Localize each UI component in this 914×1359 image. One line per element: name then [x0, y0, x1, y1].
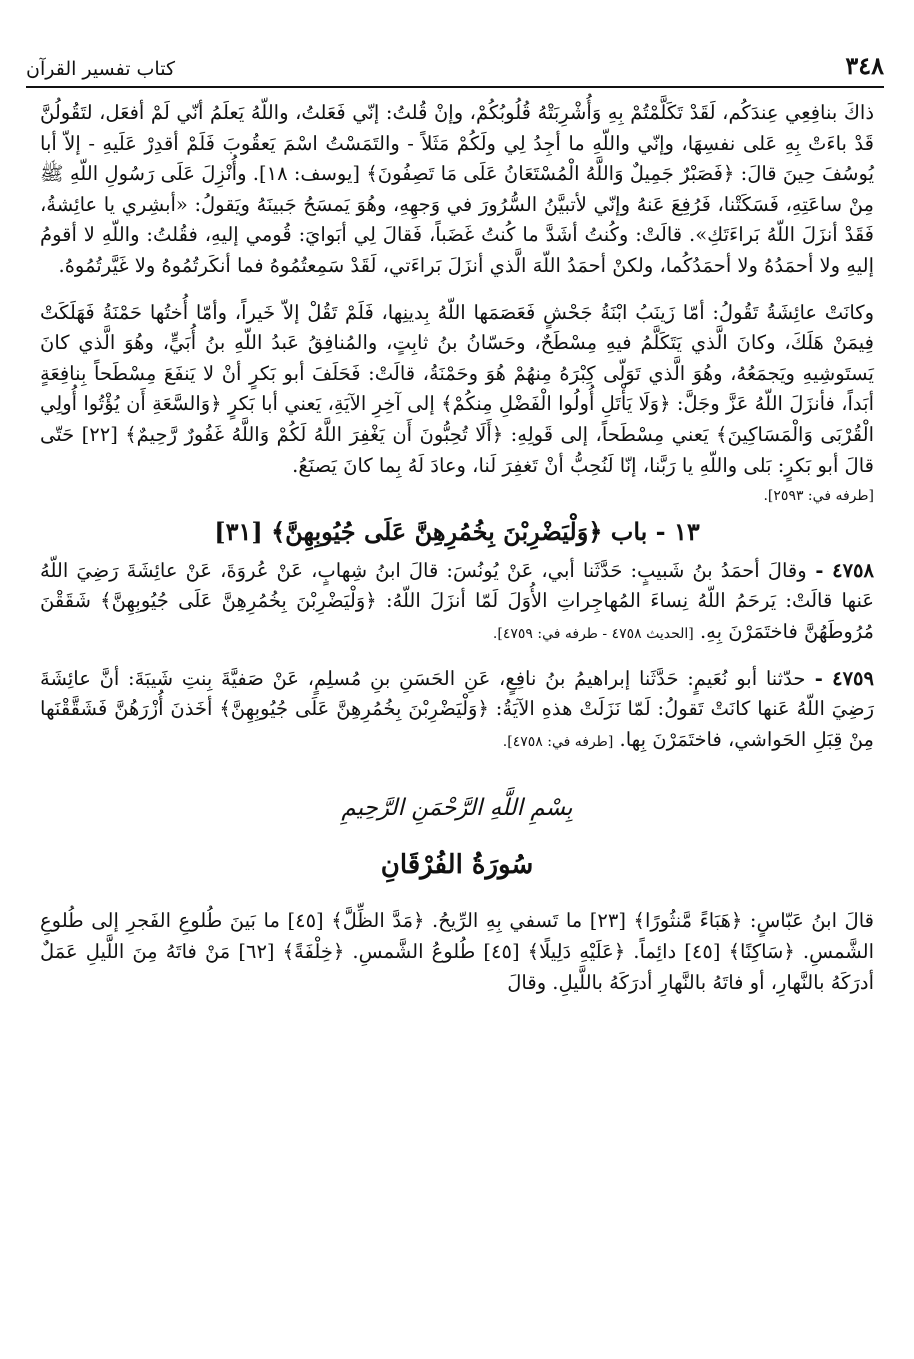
paragraph-gap [40, 652, 874, 664]
hadith-4759 [40, 664, 874, 756]
hadith-text: وقالَ أحمَدُ بنُ شَبيبٍ: حَدَّثَنا أبي، عَنْ يُونُسَ: قالَ ابنُ شِهابٍ، عَنْ عُروَةَ، عَنْ عائِشَةَ رَضِيَ اللّهُ عَنها قالَتْ: يَرحَمُ اللّهُ نِساءَ المُهاجِراتِ الأُوَلَ لَمّا أنزَلَ اللّهُ: ﴿وَلْيَضْرِبْنَ بِخُمُرِهِنَّ عَلَى جُيُوبِهِنَّ﴾ شَقَقْنَ مُرُوطَهُنَّ فاختَمَرْنَ بِهِ. [40, 558, 874, 643]
hadith-4758 [40, 556, 874, 648]
book-title: كتاب تفسير القرآن [26, 58, 175, 80]
surah-title: سُورَةُ الفُرْقَانِ [380, 849, 534, 880]
paragraph-text: وكانَتْ عائِشَةُ تَقُولُ: أمّا زَينَبُ ابْنَةُ جَحْشٍ فَعَصَمَها اللّهُ بِدينِها، فَلَمْ تَقُلْ إلاّ خَيراً، وأمّا أُختُها حَمْنَةُ فَهَلَكَتْ فِيمَنْ هَلَكَ، وكانَ الَّذي يَتَكَلَّمُ فيهِ مِسْطَحٌ، وحَسّانُ بنُ ثابِتٍ، والمُنافِقُ عَبدُ اللّهِ بنُ أُبَيٍّ، وهُوَ الَّذي كانَ يَستَوشِيهِ ويَجمَعُهُ، وهُوَ الَّذي تَوَلّى كِبْرَهُ مِنهُمْ هُوَ وحَمْنَةُ، قالَتْ: فَحَلَفَ أبو بَكرٍ أنْ لا يَنفَعَ مِسْطَحاً بِنافِعَةٍ أبَداً، فأنزَلَ اللّهُ عَزَّ وجَلَّ: ﴿وَلَا يَأْتَلِ أُولُوا الْفَضْلِ مِنكُمْ﴾ إلى آخِرِ الآيَةِ، يَعني أبا بَكرٍ ﴿وَالسَّعَةِ أَن يُؤْتُوا أُولِي الْقُرْبَى وَالْمَسَاكِينَ﴾ يَعني مِسْطَحاً، إلى قَولِهِ: ﴿أَلَا تُحِبُّونَ أَن يَغْفِرَ اللَّهُ لَكُمْ وَاللَّهُ غَفُورٌ رَّحِيمٌ﴾ [٢٢] حَتّى قالَ أبو بَكرٍ: بَلى واللّهِ يا رَبَّنا، إنّا لَنُحِبُّ أنْ تَغفِرَ لَنا، وعادَ لَهُ بِما كانَ يَصنَعُ. [40, 300, 874, 477]
cross-reference: [طرفه في: ٤٧٥٨]. [502, 733, 614, 750]
hadith-number: ٤٧٥٨ - [806, 558, 874, 582]
paragraph-gap [40, 286, 874, 298]
hadith-text: حدّثنا أبو نُعَيمٍ: حَدَّثَنا إبراهيمُ بنُ نافِعٍ، عَنِ الحَسَنِ بنِ مُسلِمٍ، عَنْ صَفيَّةَ بِنتِ شَيبَةَ: أنَّ عائِشَةَ رَضِيَ اللّهُ عَنها كانَتْ تَقولُ: لَمّا نَزَلَتْ هذهِ الآيَةُ: ﴿وَلْيَضْرِبْنَ بِخُمُرِهِنَّ عَلَى جُيُوبِهِنَّ﴾ أخَذنَ أُزْرَهُنَّ فَشَقَّقْنَها مِنْ قِبَلِ الحَواشي، فاختَمَرْنَ بِها. [40, 666, 874, 751]
chapter-heading: ١٣ - باب ﴿وَلْيَضْرِبْنَ بِخُمُرِهِنَّ عَلَى جُيُوبِهِنَّ﴾ [٣١] [214, 517, 700, 547]
paragraph-hadith-continuation: ذاكَ بنافِعِي عِندَكُم، لَقَدْ تَكَلَّمْتُمْ بِهِ وَأُشْرِبَتْهُ قُلُوبُكُمْ، وإنْ قُلتُ: إنّي فَعَلتُ، واللّهُ يَعلَمُ أنّي لَمْ أفعَل، لتَقُولُنَّ قَدْ باءَتْ بِهِ عَلى نفسِهَا، وإنّي واللّهِ ما أجِدُ لِي ولَكُمْ مَثَلاً - والتَمَسْتُ اسْمَ يَعقُوبَ فَلَمْ أقدِرْ عَلَيهِ - إلاّ أبا يُوسُفَ حِينَ قالَ: ﴿فَصَبْرٌ جَمِيلٌ وَاللَّهُ الْمُسْتَعَانُ عَلَى مَا تَصِفُونَ﴾ [يوسف: ١٨]. وأُنْزِلَ عَلَى رَسُولِ اللّهِ ﷺ مِنْ ساعَتِهِ، فَسَكَتْنا، فَرُفِعَ عَنهُ وإنّي لأتبيَّنُ السُّرُورَ في وَجهِهِ، وهُوَ يَمسَحُ جَبينَهُ ويَقولُ: «أبشِري يا عائِشةُ، فَقَدْ أنزَلَ اللّهُ بَراءَتَكِ». قالَتْ: وكُنتُ أشَدَّ ما كُنتُ غَضَباً، فَقالَ لِي أبَوايَ: قُومي إليهِ، فقُلتُ: واللّهِ لا أقومُ إليهِ ولا أحمَدُهُ ولا أحمَدُكُما، ولكنْ أحمَدُ اللّهَ الَّذي أنزَلَ بَراءَتي، لَقَدْ سَمِعتُمُوهُ فما أنكَرتُمُوهُ ولا غَيَّرتُمُوهُ. [40, 101, 874, 277]
hadith-number: ٤٧٥٩ - [805, 666, 874, 690]
page-number: ٣٤٨ [845, 51, 884, 80]
paragraph-aisha-narration [40, 298, 874, 482]
page-content [40, 98, 874, 1339]
page-header [26, 46, 884, 88]
cross-reference: [طرفه في: ٢٥٩٣]. [763, 488, 874, 505]
paragraph-ibn-abbas: قالَ ابنُ عَبّاسٍ: ﴿هَبَاءً مَّنثُورًا﴾ [٢٣] ما تَسفي بِهِ الرِّيحُ. ﴿مَدَّ الظِّلَّ﴾ [٤٥] ما بَينَ طُلوعِ الفَجرِ إلى طُلوعِ الشَّمسِ. ﴿سَاكِنًا﴾ [٤٥] دائِماً. ﴿عَلَيْهِ دَلِيلًا﴾ [٤٥] طُلوعُ الشَّمسِ. ﴿خِلْفَةً﴾ [٦٢] مَنْ فاتَهُ مِنَ اللَّيلِ عَمَلٌ أدرَكَهُ بالنَّهارِ، أو فاتَهُ بالنَّهارِ أدرَكَهُ باللَّيلِ. وقالَ [40, 909, 874, 994]
basmala: بِسْمِ اللَّهِ الرَّحْمَنِ الرَّحِيمِ [341, 795, 573, 822]
cross-reference: [الحديث ٤٧٥٨ - طرفه في: ٤٧٥٩]. [492, 625, 694, 642]
